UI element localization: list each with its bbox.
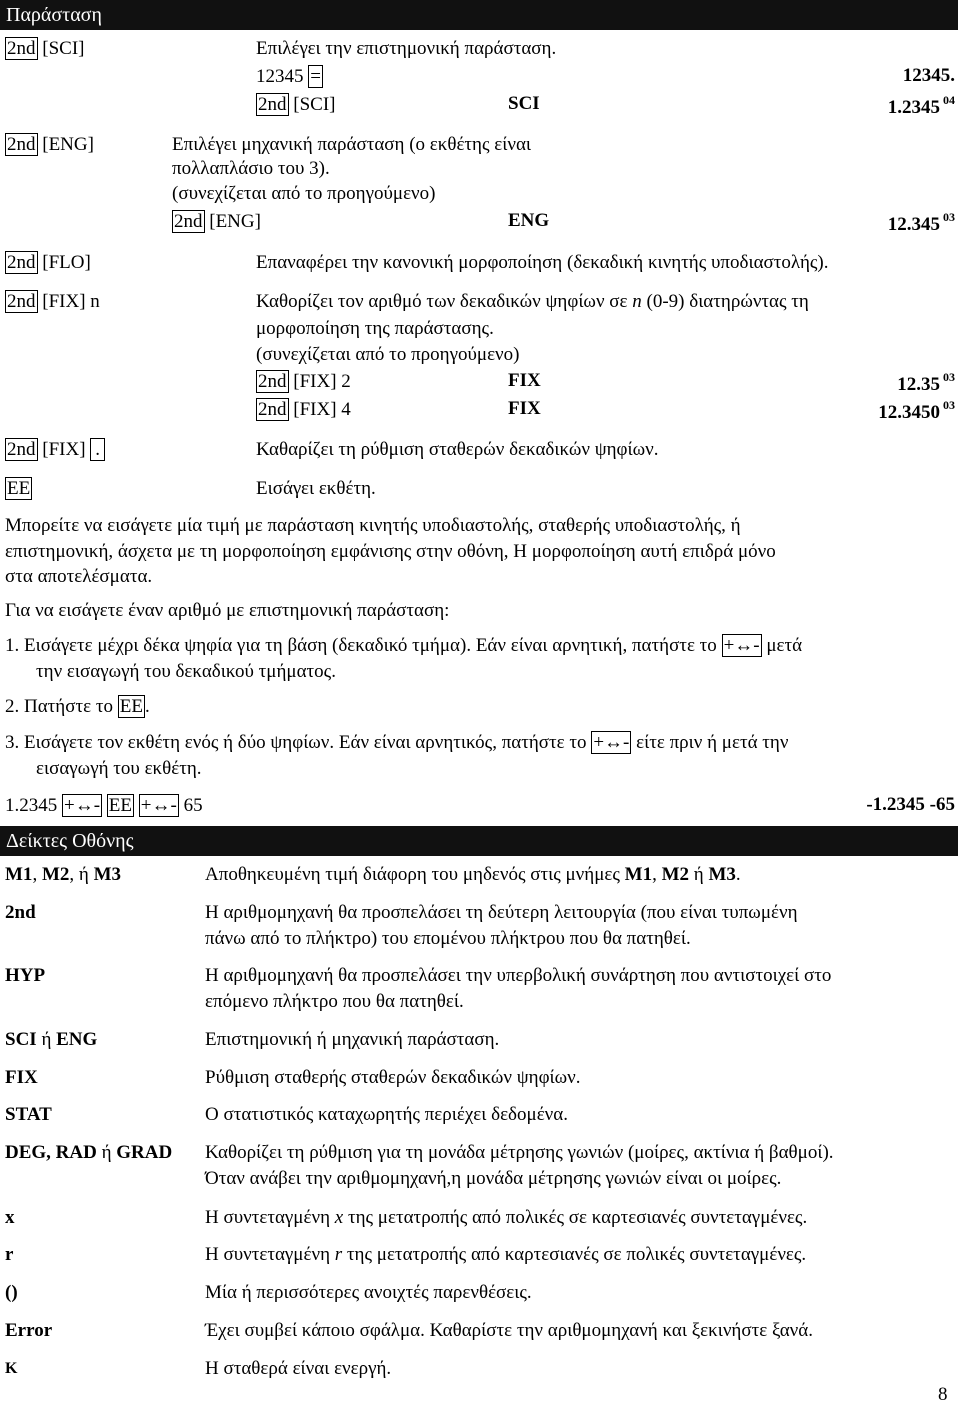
fix-example-2-result: 12.3450 $^{03}$ — [878, 398, 955, 423]
step-3-line-2: εισαγωγή του εκθέτη. — [36, 758, 202, 779]
indicator-desc-k: Η σταθερά είναι ενεργή. — [205, 1358, 392, 1379]
indicator-term-x: x — [5, 1207, 15, 1228]
sci-example-1-result: 12345. — [902, 65, 955, 86]
key-2nd: 2nd — [258, 399, 287, 420]
indicator-desc-angle-2: Όταν ανάβει την αριθμομηχανή,η μονάδα μέτρησης γωνιών είναι οι μοίρες. — [205, 1168, 782, 1189]
fixdot-desc: Καθαρίζει τη ρύθμιση σταθερών δεκαδικών ψηφίων. — [256, 439, 659, 460]
indicator-term-memory: M1, M2, ή M3 — [5, 864, 121, 885]
key-label-sci: 2nd [SCI] — [7, 38, 85, 59]
sci-mode-indicator: SCI — [508, 93, 540, 114]
key-plus-minus: +↔- — [723, 635, 760, 656]
key-2nd: 2nd — [258, 94, 287, 115]
sci-desc: Επιλέγει την επιστημονική παράσταση. — [256, 38, 557, 59]
example-keystrokes: 1.2345 +↔- EE +↔- 65 — [5, 795, 203, 816]
key-2nd: 2nd — [174, 211, 203, 232]
eng-example: 2nd [ENG] — [174, 211, 261, 232]
indicator-term-sci-eng: SCI ή ENG — [5, 1029, 98, 1050]
key-2nd: 2nd — [258, 371, 287, 392]
fix-mode-indicator-1: FIX — [508, 370, 541, 391]
sci-example-2-result: 1.2345 $^{04}$ — [887, 93, 955, 118]
indicator-term-parens: () — [5, 1282, 18, 1303]
key-label-fix: 2nd [FIX] n — [7, 291, 100, 312]
fix-desc-3: (συνεχίζεται από το προηγούμενο) — [256, 344, 520, 365]
fix-example-1-result: 12.35 $^{03}$ — [897, 370, 955, 395]
key-decimal-point: . — [90, 438, 105, 461]
indicator-desc-hyp-2: επόμενο πλήκτρο που θα πατηθεί. — [205, 991, 464, 1012]
fix-example-2: 2nd [FIX] 4 — [258, 399, 351, 420]
key-equals: = — [310, 66, 321, 87]
eng-desc-2: πολλαπλάσιο του 3). — [172, 158, 330, 179]
key-ee: EE — [119, 696, 143, 717]
eng-desc-1: Επιλέγει μηχανική παράσταση (ο εκθέτης είναι — [172, 134, 532, 155]
step-1-line-2: την εισαγωγή του δεκαδικού τμήματος. — [36, 661, 336, 682]
indicator-desc-x: Η συντεταγμένη x της μετατροπής από πολικές σε καρτεσιανές συντεταγμένες. — [205, 1207, 808, 1228]
explanation-line-3: στα αποτελέσματα. — [5, 566, 153, 587]
indicator-desc-stat: Ο στατιστικός καταχωρητής περιέχει δεδομένα. — [205, 1104, 568, 1125]
explanation-line-2: επιστημονική, άσχετα με τη μορφοποίηση εμφάνισης στην οθόνη, Η μορφοποίηση αυτή επιδρά μόνο — [5, 541, 776, 562]
indicator-desc-sci-eng: Επιστημονική ή μηχανική παράσταση. — [205, 1029, 500, 1050]
ee-desc: Εισάγει εκθέτη. — [256, 478, 376, 499]
fix-desc-1: Καθορίζει τον αριθμό των δεκαδικών ψηφίων σε n (0-9) διατηρώντας τη — [256, 291, 809, 312]
key-label-eng: 2nd [ENG] — [7, 134, 94, 155]
example-result: -1.2345 -65 — [866, 794, 955, 815]
step-2: 2. Πατήστε το EE . — [5, 696, 150, 717]
eng-mode-indicator: ENG — [508, 210, 550, 231]
section-title: Παράσταση — [6, 4, 102, 26]
section-title: Δείκτες Οθόνης — [6, 830, 134, 852]
key-label-fix-dot: 2nd [FIX] . — [5, 438, 105, 461]
indicator-desc-error: Έχει συμβεί κάποιο σφάλμα. Καθαρίστε την αριθμομηχανή και ξεκινήστε ξανά. — [205, 1320, 813, 1341]
key-2nd: 2nd — [7, 134, 36, 155]
indicator-term-k: K — [5, 1360, 18, 1377]
indicator-term-r: r — [5, 1244, 14, 1265]
indicator-desc-parens: Μία ή περισσότερες ανοιχτές παρενθέσεις. — [205, 1282, 532, 1303]
eng-desc-3: (συνεχίζεται από το προηγούμενο) — [172, 183, 436, 204]
key-ee: EE — [7, 478, 31, 499]
key-plus-minus: +↔- — [593, 732, 630, 753]
indicator-desc-2nd-1: Η αριθμομηχανή θα προσπελάσει τη δεύτερη λειτουργία (που είναι τυπωμένη — [205, 902, 798, 923]
key-label-ee — [5, 477, 32, 500]
eng-example-result: 12.345 $^{03}$ — [887, 210, 955, 235]
indicator-term-2nd: 2nd — [5, 902, 36, 923]
key-plus-minus: +↔- — [64, 795, 101, 816]
key-2nd: 2nd — [7, 252, 36, 273]
indicator-desc-fix: Ρύθμιση σταθερής σταθερών δεκαδικών ψηφίων. — [205, 1067, 581, 1088]
indicator-desc-2nd-2: πάνω από το πλήκτρο) του επομένου πλήκτρου που θα πατηθεί. — [205, 928, 691, 949]
indicator-desc-memory: Αποθηκευμένη τιμή διάφορη του μηδενός στις μνήμες M1, M2 ή M3. — [205, 864, 741, 885]
indicator-term-stat: STAT — [5, 1104, 52, 1125]
explanation-line-1: Μπορείτε να εισάγετε μία τιμή με παράσταση κινητής υποδιαστολής, σταθερής υποδιαστολής, ή — [5, 515, 741, 536]
key-2nd: 2nd — [7, 291, 36, 312]
key-label-flo: 2nd [FLO] — [7, 252, 91, 273]
key-2nd: 2nd — [7, 38, 36, 59]
indicator-term-hyp: HYP — [5, 965, 46, 986]
section-header-indicators — [0, 826, 958, 856]
indicator-desc-hyp-1: Η αριθμομηχανή θα προσπελάσει την υπερβολική συνάρτηση που αντιστοιχεί στο — [205, 965, 832, 986]
fix-example-1: 2nd [FIX] 2 — [258, 371, 351, 392]
explanation-intro: Για να εισάγετε έναν αριθμό με επιστημονική παράσταση: — [5, 600, 450, 621]
key-plus-minus: +↔- — [140, 795, 177, 816]
fix-mode-indicator-2: FIX — [508, 398, 541, 419]
step-1: 1. Εισάγετε μέχρι δέκα ψηφία για τη βάση (δεκαδικό τμήμα). Εάν είναι αρνητική, πατήστε το +↔- μετά — [5, 635, 803, 656]
sci-example-2: 2nd [SCI] — [258, 94, 336, 115]
indicator-term-fix: FIX — [5, 1067, 38, 1088]
indicator-desc-angle-1: Καθορίζει τη ρύθμιση για τη μονάδα μέτρησης γωνιών (μοίρες, ακτίνια ή βαθμοί). — [205, 1142, 834, 1163]
fix-desc-2: μορφοποίηση της παράστασης. — [256, 318, 494, 339]
sci-example-1: 12345 = — [256, 66, 321, 87]
indicator-desc-r: Η συντεταγμένη r της μετατροπής από καρτεσιανές σε πολικές συντεταγμένες. — [205, 1244, 807, 1265]
key-ee: EE — [108, 795, 133, 816]
step-3: 3. Εισάγετε τον εκθέτη ενός ή δύο ψηφίων. Εάν είναι αρνητικός, πατήστε το +↔- είτε πριν ή μετά την — [5, 732, 789, 753]
page-number: 8 — [938, 1384, 948, 1405]
flo-desc: Επαναφέρει την κανονική μορφοποίηση (δεκαδική κινητής υποδιαστολής). — [256, 252, 829, 273]
section-header-display — [0, 0, 958, 30]
indicator-term-angle: DEG, RAD ή GRAD — [5, 1142, 173, 1163]
key-2nd: 2nd — [7, 439, 36, 460]
indicator-term-error: Error — [5, 1320, 53, 1341]
